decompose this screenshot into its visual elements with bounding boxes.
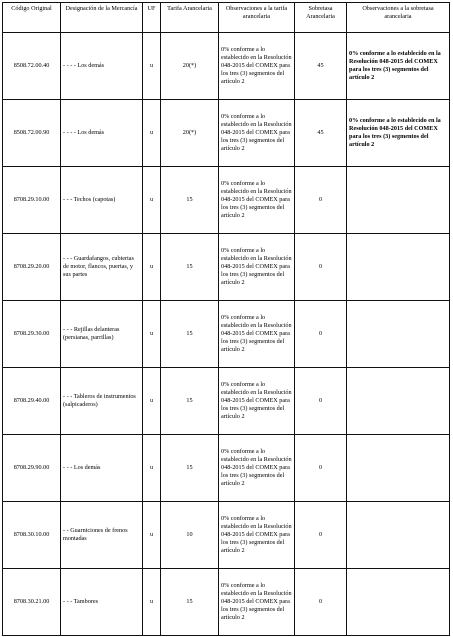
obs-sobretasa-cell: [347, 368, 450, 435]
code-cell: 8708.29.20.00: [3, 234, 61, 301]
designation-cell: - - Guarniciones de frenos montadas: [61, 502, 143, 569]
code-cell: 8708.29.40.00: [3, 368, 61, 435]
designation-cell: - - - Guardafangos, cubiertas de motor, flancos, puertas, y sus partes: [61, 234, 143, 301]
header-um: UF: [143, 3, 161, 33]
code-cell: 8708.29.90.00: [3, 435, 61, 502]
tarifa-cell: 20(*): [161, 100, 219, 167]
obs-sobretasa-cell: 0% conforme a lo establecido en la Resolución 048-2015 del COMEX para los tres (3) segmentos del artículo 2: [347, 100, 450, 167]
um-cell: u: [143, 234, 161, 301]
table-row: [3, 167, 450, 234]
table-row: [3, 435, 450, 502]
sobretasa-cell: 0: [295, 368, 347, 435]
tarifa-cell: 10: [161, 502, 219, 569]
header-row: [3, 3, 450, 33]
tarifa-cell: 15: [161, 234, 219, 301]
um-cell: u: [143, 502, 161, 569]
obs-sobretasa-cell: [347, 234, 450, 301]
obs-tarifa-cell: 0% conforme a lo establecido en la Resolución 048-2015 del COMEX para los tres (3) segmentos del artículo 2: [219, 301, 295, 368]
sobretasa-cell: 0: [295, 435, 347, 502]
obs-sobretasa-cell: 0% conforme a lo establecido en la Resolución 048-2015 del COMEX para los tres (3) segmentos del artículo 2: [347, 33, 450, 100]
designation-cell: - - - - Los demás: [61, 33, 143, 100]
table-row: [3, 368, 450, 435]
header-designacion: Designación de la Mercancía: [61, 3, 143, 33]
designation-cell: - - - Rejillas delanteras (persianas, parrillas): [61, 301, 143, 368]
tariff-table: [2, 2, 450, 636]
obs-sobretasa-cell: [347, 301, 450, 368]
obs-tarifa-cell: 0% conforme a lo establecido en la Resolución 048-2015 del COMEX para los tres (3) segmentos del artículo 2: [219, 234, 295, 301]
sobretasa-cell: 0: [295, 167, 347, 234]
sobretasa-cell: 45: [295, 33, 347, 100]
obs-tarifa-cell: 0% conforme a lo establecido en la Resolución 048-2015 del COMEX para los tres (3) segmentos del artículo 2: [219, 33, 295, 100]
tarifa-cell: 15: [161, 301, 219, 368]
table-row: [3, 502, 450, 569]
obs-sobretasa-cell: [347, 167, 450, 234]
designation-cell: - - - Tableros de instrumentos (salpicaderos): [61, 368, 143, 435]
header-tarifa: Tarifa Arancelaria: [161, 3, 219, 33]
sobretasa-cell: 45: [295, 100, 347, 167]
code-cell: 8708.30.10.00: [3, 502, 61, 569]
tarifa-cell: 15: [161, 368, 219, 435]
obs-tarifa-cell: 0% conforme a lo establecido en la Resolución 048-2015 del COMEX para los tres (3) segmentos del artículo 2: [219, 167, 295, 234]
code-cell: 8708.29.30.00: [3, 301, 61, 368]
obs-sobretasa-cell: [347, 502, 450, 569]
table-row: [3, 569, 450, 636]
designation-cell: - - - Techos (capotas): [61, 167, 143, 234]
um-cell: u: [143, 435, 161, 502]
um-cell: u: [143, 167, 161, 234]
obs-tarifa-cell: 0% conforme a lo establecido en la Resolución 048-2015 del COMEX para los tres (3) segmentos del artículo 2: [219, 100, 295, 167]
sobretasa-cell: 0: [295, 234, 347, 301]
tarifa-cell: 15: [161, 435, 219, 502]
obs-tarifa-cell: 0% conforme a lo establecido en la Resolución 048-2015 del COMEX para los tres (3) segmentos del artículo 2: [219, 435, 295, 502]
header-sobretasa: Sobretasa Arancelaria: [295, 3, 347, 33]
obs-sobretasa-cell: [347, 435, 450, 502]
code-cell: 8508.72.00.40: [3, 33, 61, 100]
table-body: [3, 33, 450, 636]
obs-tarifa-cell: 0% conforme a lo establecido en la Resolución 048-2015 del COMEX para los tres (3) segmentos del artículo 2: [219, 502, 295, 569]
obs-sobretasa-cell: [347, 569, 450, 636]
um-cell: u: [143, 368, 161, 435]
tarifa-cell: 15: [161, 167, 219, 234]
header-obs-sobretasa: Observaciones a la sobretasa arancelaria: [347, 3, 450, 33]
table-header: [3, 3, 450, 33]
designation-cell: - - - - Los demás: [61, 100, 143, 167]
tarifa-cell: 15: [161, 569, 219, 636]
table-row: [3, 234, 450, 301]
code-cell: 8708.30.21.00: [3, 569, 61, 636]
code-cell: 8708.29.10.00: [3, 167, 61, 234]
header-obs-tarifa: Observaciones a la tarifa arancelaria: [219, 3, 295, 33]
sobretasa-cell: 0: [295, 301, 347, 368]
table-row: [3, 33, 450, 100]
um-cell: u: [143, 33, 161, 100]
sobretasa-cell: 0: [295, 569, 347, 636]
obs-tarifa-cell: 0% conforme a lo establecido en la Resolución 048-2015 del COMEX para los tres (3) segmentos del artículo 2: [219, 569, 295, 636]
table-row: [3, 301, 450, 368]
sobretasa-cell: 0: [295, 502, 347, 569]
table-row: [3, 100, 450, 167]
obs-tarifa-cell: 0% conforme a lo establecido en la Resolución 048-2015 del COMEX para los tres (3) segmentos del artículo 2: [219, 368, 295, 435]
um-cell: u: [143, 569, 161, 636]
um-cell: u: [143, 301, 161, 368]
tarifa-cell: 20(*): [161, 33, 219, 100]
header-codigo: Código Original: [3, 3, 61, 33]
um-cell: u: [143, 100, 161, 167]
code-cell: 8508.72.00.90: [3, 100, 61, 167]
designation-cell: - - - Tambores: [61, 569, 143, 636]
designation-cell: - - - Los demás: [61, 435, 143, 502]
